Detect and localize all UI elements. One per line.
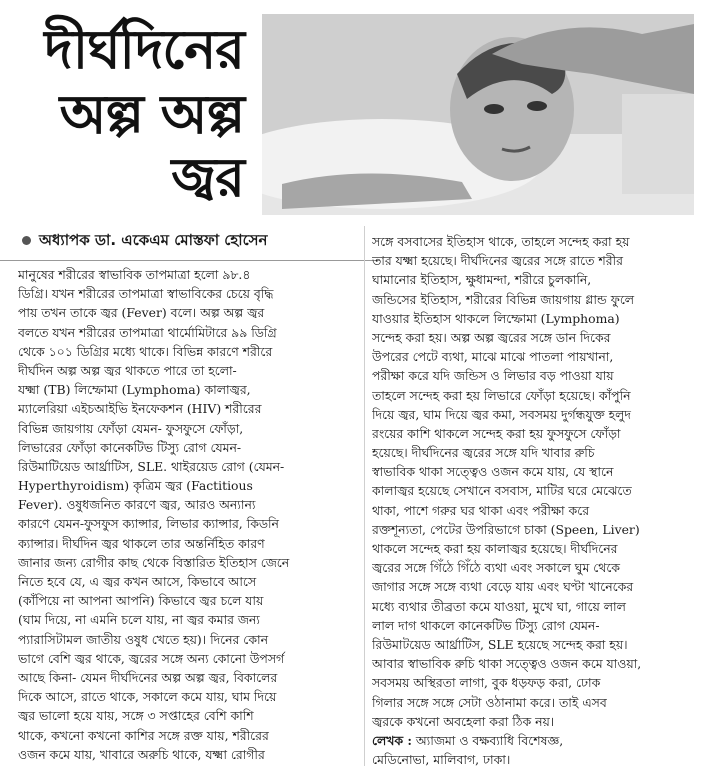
text-line: রিউমাটয়েড আর্থ্রাটিস, SLE হয়েছে সন্দেহ করা হয়। [372, 636, 628, 652]
text-line: আবার স্বাভাবিক রুচি থাকা সত্ত্বেও ওজন কমে যাওয়া, [372, 656, 642, 672]
headline-line-1: দীর্ঘদিনের [44, 18, 244, 81]
writer-label: লেখক : [372, 732, 412, 748]
text-line: কালাজ্বর হয়েছে সেখানে বসবাস, মাটির ঘরে মেঝেতে [372, 483, 632, 499]
text-line: উপরের পেটে ব্যথা, মাঝে মাঝে পাতলা পায়খানা, [372, 349, 614, 365]
text-line: রংয়ের কাশি থাকলে সন্দেহ করা হয় ফুসফুসে ফোঁড়া [372, 425, 621, 441]
text-line: যাওয়ার ইতিহাস থাকলে লিম্ফোমা (Lymphoma) [372, 310, 620, 326]
text-line: দীর্ঘদিন অল্প অল্প জ্বর থাকতে পারে তা হলো- [18, 362, 237, 378]
text-line: জ্বরকে কখনো অবহেলা করা ঠিক নয়। [372, 713, 555, 729]
text-line: Hyperthyroidism) কৃত্রিম জ্বর (Factitious [18, 478, 253, 494]
writer-title: অ্যাজমা ও বক্ষব্যাধি বিশেষজ্ঞ, [415, 732, 564, 748]
byline-divider [0, 260, 380, 261]
text-line: গিলার সঙ্গে সঙ্গে সেটা ওঠানামা করে। তাই এসব [372, 694, 607, 710]
text-line: তাহলে সন্দেহ করা হয় লিভারে ফোঁড়া হয়েছে। কাঁপুনি [372, 387, 631, 403]
text-line: সন্দেহ করা হয়। অল্প অল্প জ্বরের সঙ্গে ডান দিকের [372, 329, 611, 345]
author-byline [22, 230, 362, 250]
text-line: মধ্যে ব্যথার তীব্রতা কমে যাওয়া, মুখে ঘা, গায়ে লাল [372, 598, 626, 614]
text-line: দিকে আসে, রাতে থাকে, সকালে কমে যায়, ঘাম দিয়ে [18, 689, 277, 705]
text-line: জ্বরের সঙ্গে গিঁঠে গিঁঠে ব্যথা এবং সকালে ঘুম থেকে [372, 560, 620, 576]
text-line: কারণে যেমন-ফুসফুস ক্যান্সার, লিভার ক্যান্সার, কিডনি [18, 516, 279, 532]
text-line: হয়েছে। দীর্ঘদিনের জ্বরের সঙ্গে যদি খাবার রুচি [372, 445, 595, 461]
text-line: লাল দাগ থাকলে কানেকটিভ টিস্যু রোগ যেমন- [372, 617, 600, 633]
text-line: জানার জন্য রোগীর কাছ থেকে বিস্তারিত ইতিহাস জেনে [18, 554, 290, 570]
text-line: ম্যালেরিয়া এইচআইভি ইনফেকশন (HIV) শরীরের [18, 401, 262, 417]
text-line: থাকলে সন্দেহ করা হয় কালাজ্বর হয়েছে। দীর্ঘদিনের [372, 541, 618, 556]
article-column-1 [18, 265, 358, 764]
text-line: থাকে, কখনো কখনো কাশির সঙ্গে রক্ত যায়, শরীরের [18, 727, 269, 743]
text-line: পায় তখন তাকে জ্বর (Fever) বলে। অল্প অল্প জ্বর [18, 305, 265, 321]
text-line: লিভারের ফোঁড়া কানেকটিভ টিস্যু রোগ যেমন- [18, 439, 242, 455]
text-line: রক্তশূন্যতা, পেটের উপরিভাগে চাকা (Speen, Liver) [372, 521, 640, 537]
text-line: বলতে যখন শরীরের তাপমাত্রা থার্মোমিটারে ৯৯ ডিগ্রি [18, 324, 277, 340]
text-line: ডিগ্রি। যখন শরীরের তাপমাত্রা স্বাভাবিকের চেয়ে বৃদ্ধি [18, 286, 274, 302]
text-line: পরীক্ষা করে যদি জন্ডিস ও লিভার বড় পাওয়া যায় [372, 368, 614, 384]
text-line: ভাগে বেশি জ্বর থাকে, জ্বরের সঙ্গে অন্য কোনো উপসর্গ [18, 650, 285, 666]
text-line: বিভিন্ন জায়গায় ফোঁড়া যেমন- ফুসফুসে ফোঁড়া, [18, 420, 244, 436]
writer-line-1 [372, 731, 698, 750]
text-line: জ্বর ভালো হয়ে যায়, সঙ্গে ৩ সপ্তাহের বেশি কাশি [18, 708, 254, 724]
text-line: যক্ষ্মা (TB) লিম্ফোমা (Lymphoma) কালাজ্বর, [18, 382, 251, 398]
text-line: তার যক্ষ্মা হয়েছে। দীর্ঘদিনের জ্বরের সঙ্গে রাতে শরীর [372, 253, 623, 269]
text-line: সঙ্গে বসবাসের ইতিহাস থাকে, তাহলে সন্দেহ করা হয় [372, 234, 630, 249]
bullet-dot-icon [22, 236, 31, 245]
text-line: ঘামানোর ইতিহাস, ক্ষুধামন্দা, শরীরে চুলকানি, [372, 272, 592, 288]
text-line: (কাঁপিয়ে না আপনা আপনি) কিভাবে জ্বর চলে যায় [18, 593, 264, 609]
column-divider [364, 226, 365, 766]
text-line: (ঘাম দিয়ে, না এমনি চলে যায়, না জ্বর কমার জন্য [18, 612, 260, 628]
text-line: সবসময় অস্থিরতা লাগা, বুক ধড়ফড় করা, ঢোক [372, 675, 601, 691]
writer-line-2: মেডিনোভা, মালিবাগ, ঢাকা। [372, 752, 511, 768]
text-line: প্যারাসিটামল জাতীয় ওষুধ খেতে হয়)। দিনের কোন [18, 631, 268, 647]
photo-illustration [262, 14, 694, 215]
text-line: থেকে ১০১ ডিগ্রির মধ্যে থাকে। বিভিন্ন কারণে শরীরে [18, 343, 273, 359]
text-line: রিউমাটিয়েড আর্থ্রাটিস, SLE. থাইরয়েড রোগ (যেমন- [18, 458, 285, 474]
sick-child-photo [262, 14, 694, 215]
text-line: মানুষের শরীরের স্বাভাবিক তাপমাত্রা হলো ৯৮.৪ [18, 267, 251, 282]
text-line: দিয়ে জ্বর, ঘাম দিয়ে জ্বর কমা, সবসময় দুর্গন্ধযুক্ত হলুদ [372, 406, 631, 422]
text-line: থাকা, পাশে গরুর ঘর থাকা এবং পরীক্ষা করে [372, 502, 590, 518]
article-column-2 [372, 232, 698, 769]
text-line: জাগার সঙ্গে সঙ্গে ব্যথা বেড়ে যায় এবং ঘণ্টা খানেকের [372, 579, 634, 595]
headline-line-3: জ্বর [171, 146, 244, 209]
text-line: ক্যান্সার। দীর্ঘদিন জ্বর থাকলে তার অন্তর্নিহিত কারণ [18, 535, 265, 551]
text-line: Fever). ওষুধজনিত কারণে জ্বর, আরও অন্যান্য [18, 497, 256, 513]
text-line: স্বাভাবিক থাকা সত্ত্বেও ওজন কমে যায়, যে স্থানে [372, 464, 614, 480]
text-line: নিতে হবে যে, এ জ্বর কখন আসে, কিভাবে আসে [18, 574, 257, 589]
headline-line-2: অল্প অল্প [59, 83, 244, 146]
text-line: জন্ডিসের ইতিহাস, শরীরের বিভিন্ন জায়গায় গ্লান্ড ফুলে [372, 291, 635, 307]
text-line: ওজন কমে যায়, খাবারে অরুচি থাকে, যক্ষ্মা রোগীর [18, 746, 265, 762]
headline [0, 0, 258, 215]
text-line: আছে কিনা- যেমন দীর্ঘদিনের অল্প অল্প জ্বর, বিকালের [18, 669, 278, 685]
author-name: অধ্যাপক ডা. একেএম মোস্তফা হোসেন [39, 231, 268, 249]
